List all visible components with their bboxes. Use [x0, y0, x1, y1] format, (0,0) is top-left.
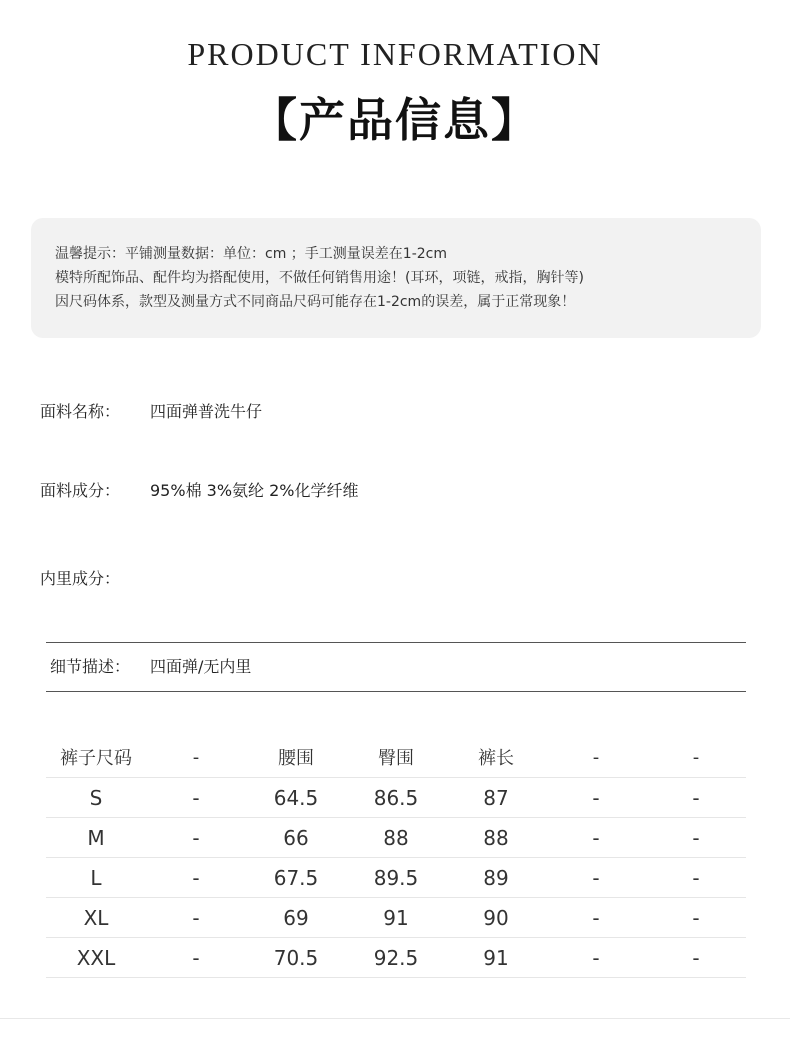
size-table-header-row [46, 737, 746, 778]
size-table-header-cell: - [146, 737, 246, 778]
spec-fabric-name-label: 面料名称： [40, 402, 121, 421]
table-cell: XXL [46, 938, 146, 978]
size-table-header-cell: 裤子尺码 [46, 737, 146, 778]
table-cell: - [146, 778, 246, 818]
table-row [46, 818, 746, 858]
spec-detail-label: 细节描述： [50, 657, 131, 676]
table-cell: XL [46, 898, 146, 938]
page-title-cn: 【产品信息】 [251, 93, 539, 147]
table-cell: 67.5 [246, 858, 346, 898]
table-cell: - [546, 898, 646, 938]
spec-fabric-name-value: 四面弹普洗牛仔 [150, 402, 263, 421]
table-cell: 69 [246, 898, 346, 938]
table-cell: - [646, 938, 746, 978]
table-cell: 86.5 [346, 778, 446, 818]
table-cell: 90 [446, 898, 546, 938]
table-cell: 70.5 [246, 938, 346, 978]
spec-lining-composition [40, 566, 150, 589]
size-table [46, 737, 746, 978]
spec-detail-value: 四面弹/无内里 [150, 657, 252, 676]
spec-fabric-composition-value: 95%棉 3%氨纶 2%化学纤维 [150, 481, 359, 500]
table-cell: 64.5 [246, 778, 346, 818]
table-cell: L [46, 858, 146, 898]
table-cell: - [646, 818, 746, 858]
detail-divider-bottom [46, 691, 746, 692]
table-row [46, 938, 746, 978]
bottom-divider [0, 1018, 790, 1019]
table-cell: 88 [446, 818, 546, 858]
size-table-header-cell: 裤长 [446, 737, 546, 778]
spec-fabric-composition [40, 478, 359, 501]
table-cell: - [146, 818, 246, 858]
spec-fabric-composition-label: 面料成分： [40, 481, 121, 500]
table-cell: - [146, 938, 246, 978]
notice-line-accessories: 模特所配饰品、配件均为搭配使用，不做任何销售用途！(耳环，项链，戒指，胸针等) [55, 270, 584, 286]
table-cell: M [46, 818, 146, 858]
page-title-en: PRODUCT INFORMATION [187, 36, 603, 72]
table-cell: - [146, 858, 246, 898]
table-cell: S [46, 778, 146, 818]
table-cell: 89 [446, 858, 546, 898]
table-cell: - [546, 778, 646, 818]
table-row [46, 898, 746, 938]
spec-detail [50, 654, 251, 677]
notice-line-measurement: 温馨提示：平铺测量数据：单位：cm ；手工测量误差在1-2cm [55, 246, 447, 262]
table-cell: 91 [346, 898, 446, 938]
notice-box [31, 218, 761, 338]
table-cell: - [546, 818, 646, 858]
table-cell: - [546, 938, 646, 978]
size-table-header-cell: - [546, 737, 646, 778]
table-cell: 87 [446, 778, 546, 818]
table-cell: 89.5 [346, 858, 446, 898]
table-cell: - [646, 858, 746, 898]
table-row [46, 858, 746, 898]
table-cell: 91 [446, 938, 546, 978]
size-table-header-cell: 腰围 [246, 737, 346, 778]
table-cell: - [546, 858, 646, 898]
table-cell: 88 [346, 818, 446, 858]
detail-divider-top [46, 642, 746, 643]
spec-fabric-name [40, 399, 262, 422]
table-cell: - [646, 898, 746, 938]
notice-line-size-error: 因尺码体系，款型及测量方式不同商品尺码可能存在1-2cm的误差，属于正常现象！ [55, 294, 576, 310]
table-row [46, 778, 746, 818]
size-table-header-cell: 臀围 [346, 737, 446, 778]
table-cell: - [646, 778, 746, 818]
spec-lining-composition-label: 内里成分： [40, 569, 121, 588]
table-cell: 92.5 [346, 938, 446, 978]
table-cell: 66 [246, 818, 346, 858]
size-table-header-cell: - [646, 737, 746, 778]
table-cell: - [146, 898, 246, 938]
